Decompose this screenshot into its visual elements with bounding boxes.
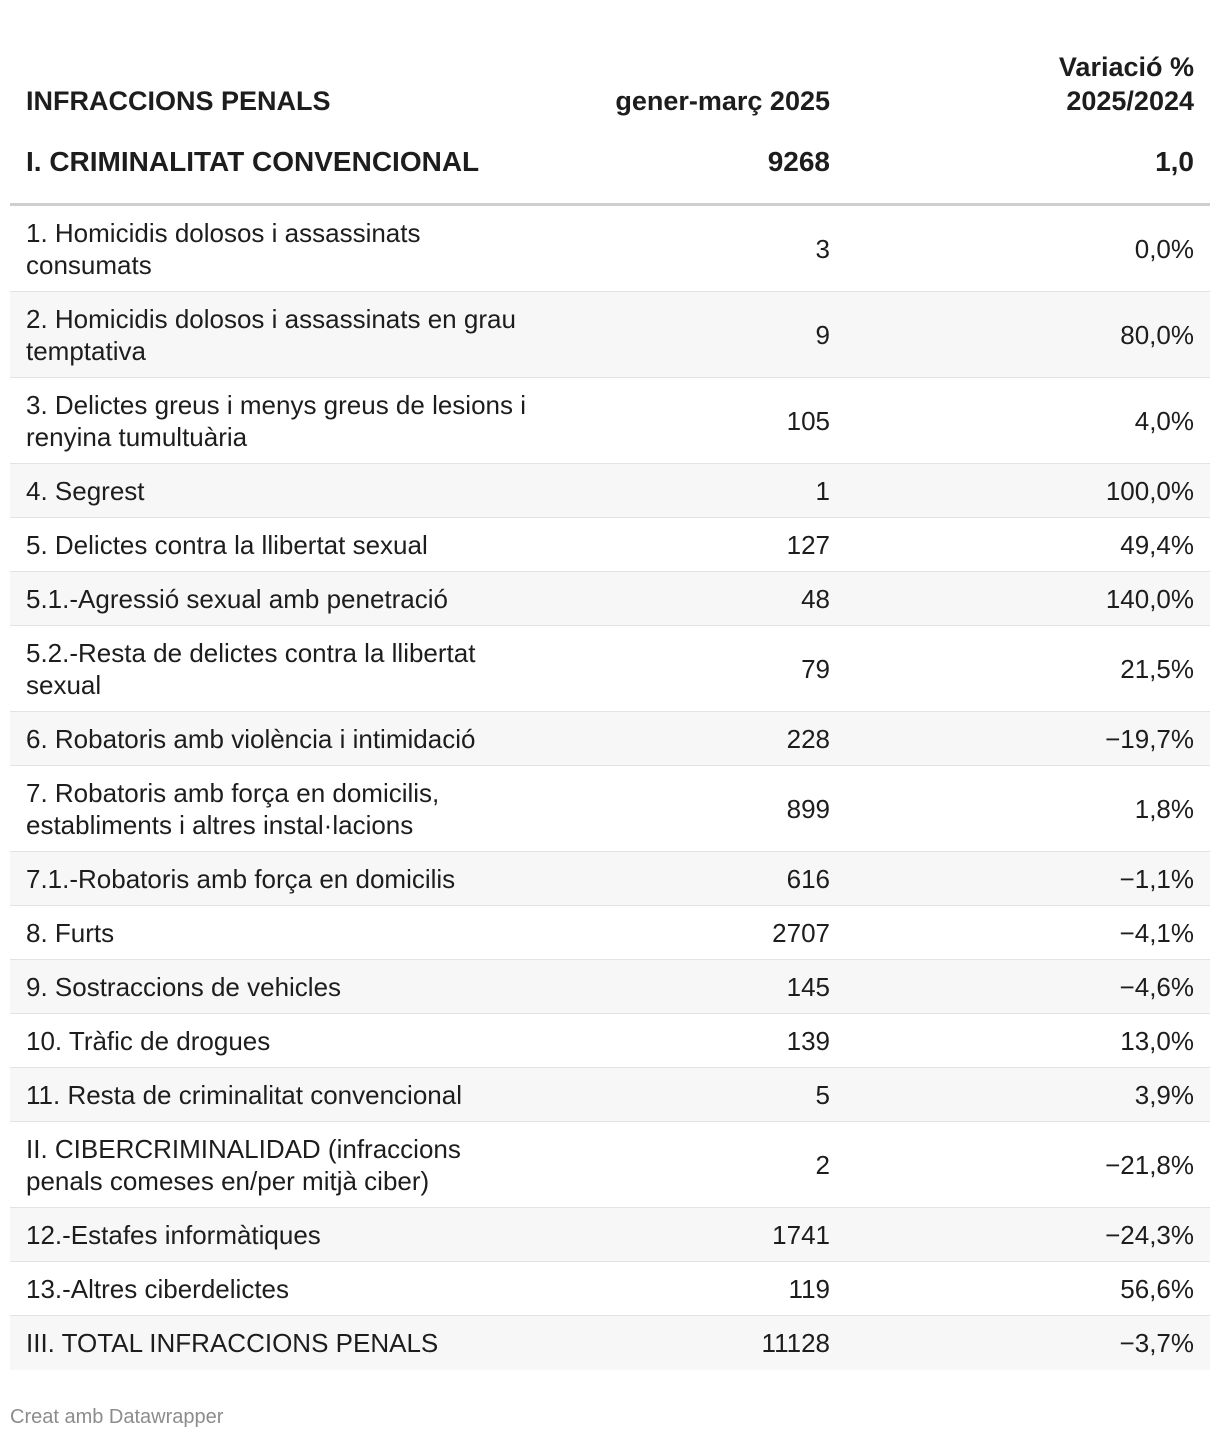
row-variation: 0,0% (1134, 233, 1194, 264)
row-label: 3. Delictes greus i menys greus de lesions i renyina tumultuària (26, 389, 527, 452)
table-row (10, 464, 1210, 518)
row-label: 9. Sostraccions de vehicles (26, 971, 342, 1002)
row-value: 2707 (772, 917, 830, 948)
row-value: 616 (786, 863, 830, 894)
row-variation: 3,9% (1134, 1079, 1194, 1110)
header-variation-text: Variació % 2025/2024 (1058, 52, 1194, 116)
row-value: 899 (786, 793, 830, 824)
table-row (10, 626, 1210, 712)
row-label: 13.-Altres ciberdelictes (26, 1273, 289, 1304)
row-variation: −4,1% (1119, 917, 1194, 948)
header-label-text: INFRACCIONS PENALS (26, 86, 331, 116)
table-body (10, 206, 1210, 1370)
row-label: 5.2.-Resta de delictes contra la llibertat sexual (26, 637, 476, 700)
table-row (10, 1068, 1210, 1122)
row-variation: 80,0% (1120, 319, 1194, 350)
row-label: 2. Homicidis dolosos i assassinats en grau temptativa (26, 303, 516, 366)
table-row (10, 292, 1210, 378)
row-value: 2 (815, 1149, 830, 1180)
row-variation: 1,8% (1134, 793, 1194, 824)
crime-table (10, 0, 1210, 1370)
row-value: 11128 (761, 1328, 830, 1358)
row-label: 7.1.-Robatoris amb força en domicilis (26, 863, 456, 894)
row-label: 4. Segrest (26, 475, 145, 506)
row-label: 12.-Estafes informàtiques (26, 1219, 321, 1250)
row-variation: −19,7% (1105, 723, 1194, 754)
row-variation: −21,8% (1105, 1149, 1194, 1180)
row-value: 5 (815, 1079, 830, 1110)
row-value: 9 (815, 319, 830, 350)
table-row (10, 572, 1210, 626)
row-value: 228 (786, 723, 830, 754)
table-row (10, 1262, 1210, 1316)
table-row (10, 852, 1210, 906)
summary-label: I. CRIMINALITAT CONVENCIONAL (26, 145, 480, 177)
header-value-text: gener-març 2025 (615, 86, 830, 116)
row-label: 1. Homicidis dolosos i assassinats consumats (26, 217, 421, 280)
table-row (10, 1014, 1210, 1068)
summary-variation: 1,0 (1155, 145, 1194, 177)
row-label: 11. Resta de criminalitat convencional (26, 1079, 462, 1110)
row-label: 8. Furts (26, 917, 115, 948)
table-row (10, 766, 1210, 852)
row-label: 5.1.-Agressió sexual amb penetració (26, 583, 449, 614)
row-label: 7. Robatoris amb força en domicilis, establiments i altres instal·lacions (26, 777, 440, 840)
row-value: 127 (786, 529, 830, 560)
table-header (10, 46, 1210, 120)
row-variation: −1,1% (1119, 863, 1194, 894)
table-row (10, 960, 1210, 1014)
table-row (10, 1316, 1210, 1370)
row-value: 1 (815, 475, 830, 506)
row-value: 1741 (772, 1219, 830, 1250)
table-row (10, 906, 1210, 960)
table-row (10, 378, 1210, 464)
row-variation: 56,6% (1120, 1273, 1194, 1304)
row-value: 119 (788, 1273, 830, 1304)
row-label: 5. Delictes contra la llibertat sexual (26, 529, 428, 560)
table-row (10, 1122, 1210, 1208)
row-variation: 13,0% (1120, 1025, 1194, 1056)
row-value: 145 (786, 971, 830, 1002)
row-variation: 49,4% (1120, 529, 1194, 560)
row-value: 48 (801, 583, 830, 614)
row-label: II. CIBERCRIMINALIDAD (infraccions penals comeses en/per mitjà ciber) (26, 1133, 461, 1196)
table-row (10, 206, 1210, 292)
table-row (10, 518, 1210, 572)
row-variation: 140,0% (1105, 583, 1194, 614)
row-variation: −24,3% (1105, 1219, 1194, 1250)
row-variation: 21,5% (1120, 653, 1194, 684)
row-variation: −4,6% (1119, 971, 1194, 1002)
row-value: 139 (786, 1025, 830, 1056)
table-row (10, 1208, 1210, 1262)
header-label (10, 84, 530, 120)
row-label: III. TOTAL INFRACCIONS PENALS (26, 1328, 439, 1358)
row-value: 79 (801, 653, 830, 684)
row-value: 3 (815, 233, 830, 264)
header-variation (830, 16, 1194, 120)
row-variation: 4,0% (1134, 405, 1194, 436)
row-variation: −3,7% (1119, 1328, 1194, 1358)
datawrapper-credit[interactable]: Creat amb Datawrapper (10, 1406, 224, 1428)
row-label: 6. Robatoris amb violència i intimidació (26, 723, 476, 754)
row-label: 10. Tràfic de drogues (26, 1025, 271, 1056)
header-value (530, 84, 830, 120)
row-value: 105 (786, 405, 830, 436)
summary-row (10, 120, 1210, 206)
summary-value: 9268 (767, 145, 830, 177)
row-variation: 100,0% (1105, 475, 1194, 506)
table-row (10, 712, 1210, 766)
